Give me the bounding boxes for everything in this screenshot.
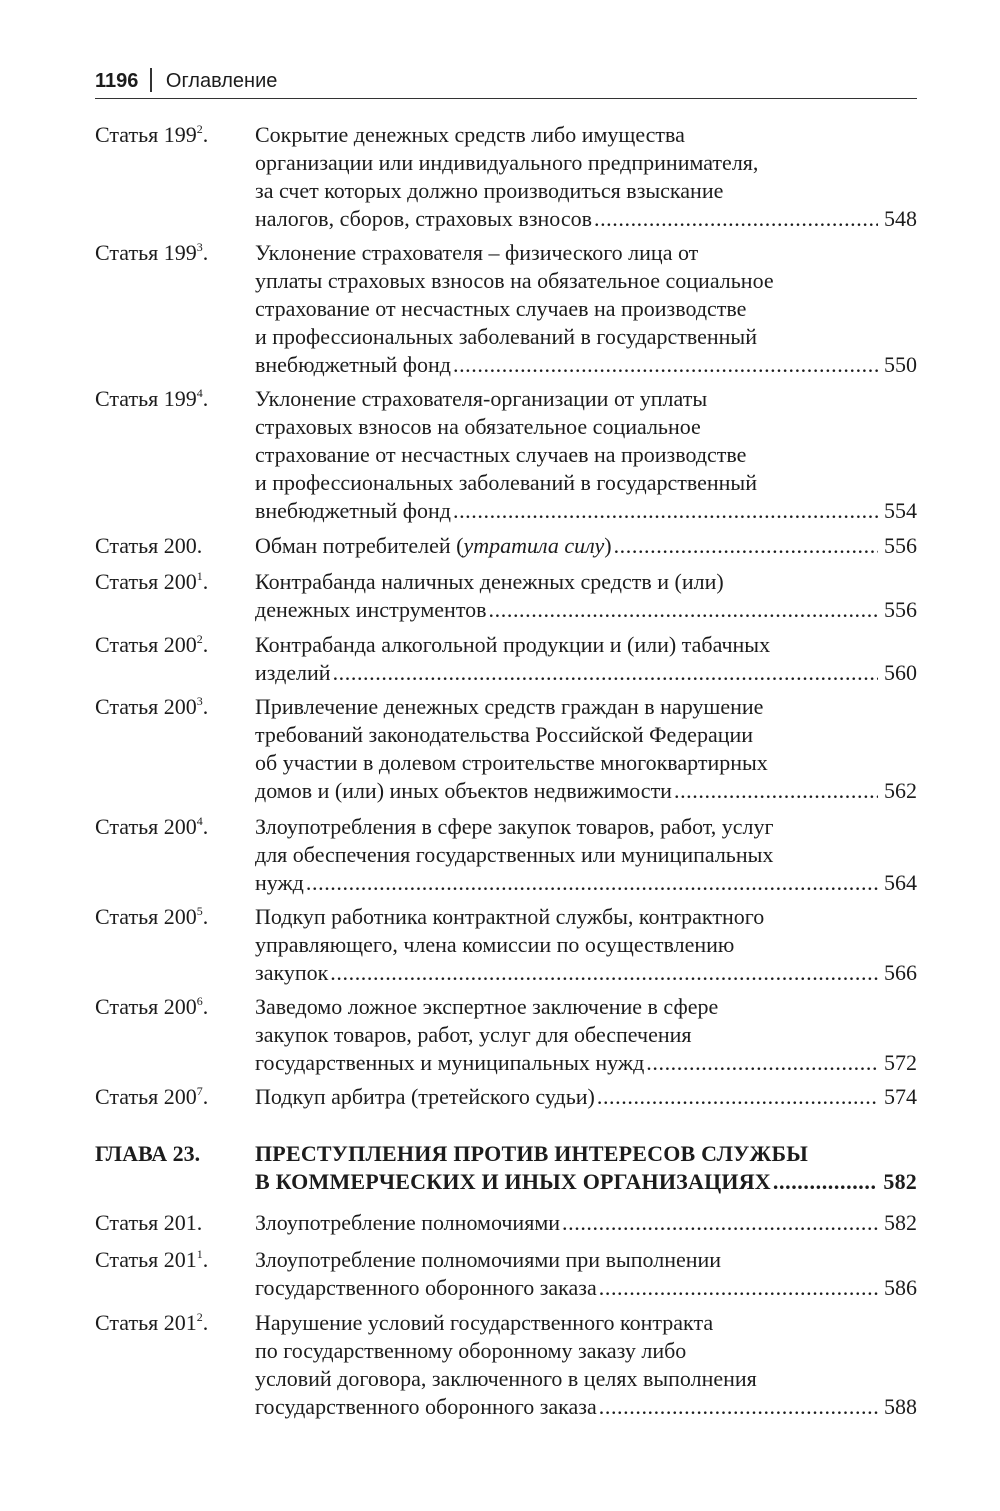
entry-label-dot: . — [202, 122, 209, 147]
entry-label-superscript: 2 — [196, 122, 203, 136]
dot-leader — [453, 497, 878, 525]
entry-label-text: Статья 200 — [95, 904, 197, 929]
entry-label — [95, 532, 202, 560]
title-last-line — [255, 1083, 917, 1111]
entry-label-superscript: 1 — [196, 1247, 203, 1261]
dot-leader — [599, 1393, 878, 1421]
title-line: об участии в долевом строительстве многоквартирных — [255, 750, 768, 775]
entry-label — [95, 1083, 208, 1111]
page-ref: 560 — [884, 660, 917, 685]
entry-title — [255, 1140, 917, 1196]
title-last-line — [255, 1049, 917, 1077]
entry-title — [255, 1309, 917, 1421]
title-last-text-main: внебюджетный фонд — [255, 498, 451, 523]
page-ref: 550 — [884, 352, 917, 377]
page-ref: 574 — [884, 1084, 917, 1109]
entry-label-dot: . — [202, 632, 209, 657]
title-last-text — [255, 497, 451, 525]
entry-title — [255, 631, 917, 687]
entry-label-text: Статья 201 — [95, 1310, 197, 1335]
entry-label-text: Статья 199 — [95, 240, 197, 265]
page-ref: 564 — [884, 870, 917, 895]
entry-label — [95, 903, 208, 931]
dot-leader — [333, 659, 878, 687]
title-last-text — [255, 596, 487, 624]
dot-leader — [489, 596, 878, 624]
entry-label-dot: . — [202, 1084, 209, 1109]
entry-title — [255, 993, 917, 1077]
entry-label-text: Статья 199 — [95, 386, 197, 411]
title-last-line — [255, 1168, 917, 1196]
entry-label-text: Статья 200 — [95, 632, 197, 657]
entry-label-superscript: 6 — [196, 994, 203, 1008]
title-line: Злоупотребление полномочиями при выполнении — [255, 1247, 722, 1272]
entry-label-text: Статья 200 — [95, 694, 197, 719]
dot-leader — [594, 205, 878, 233]
title-last-text-main: Подкуп арбитра (третейского судьи) — [255, 1084, 595, 1109]
title-line: организации или индивидуального предпринимателя, — [255, 150, 759, 175]
title-last-text-main: закупок — [255, 960, 329, 985]
title-line: Привлечение денежных средств граждан в нарушение — [255, 694, 764, 719]
entry-label-text: ГЛАВА 23. — [95, 1141, 201, 1166]
entry-title — [255, 239, 917, 379]
title-last-text — [255, 1393, 597, 1421]
title-last-line — [255, 777, 917, 805]
title-last-line — [255, 532, 917, 560]
title-last-text — [255, 1274, 597, 1302]
entry-title — [255, 385, 917, 525]
entry-label-dot: . — [202, 240, 209, 265]
entry-label — [95, 121, 208, 149]
entry-label-superscript: 7 — [196, 1084, 203, 1098]
entry-title — [255, 568, 917, 624]
dot-leader — [453, 351, 878, 379]
entry-label — [95, 1309, 208, 1337]
title-last-text — [255, 777, 672, 805]
entry-label — [95, 239, 208, 267]
running-head — [95, 64, 917, 99]
entry-label-text: Статья 199 — [95, 122, 197, 147]
title-line: требований законодательства Российской Федерации — [255, 722, 754, 747]
title-last-text — [255, 659, 331, 687]
title-line: Сокрытие денежных средств либо имущества — [255, 122, 685, 147]
entry-label-dot: . — [202, 814, 209, 839]
title-last-text — [255, 1209, 560, 1237]
title-line: для обеспечения государственных или муниципальных — [255, 842, 774, 867]
title-last-line — [255, 351, 917, 379]
page-ref: 566 — [884, 960, 917, 985]
entry-label-dot: . — [202, 994, 209, 1019]
page-ref: 556 — [884, 533, 917, 558]
title-line: и профессиональных заболеваний в государственный — [255, 324, 757, 349]
entry-label — [95, 1209, 202, 1237]
title-last-text — [255, 1049, 644, 1077]
entry-label — [95, 693, 208, 721]
entry-label-text: Статья 200 — [95, 569, 197, 594]
title-last-line — [255, 1209, 917, 1237]
entry-label-dot: . — [202, 904, 209, 929]
title-last-line — [255, 959, 917, 987]
title-line: Заведомо ложное экспертное заключение в сфере — [255, 994, 719, 1019]
title-line: Злоупотребления в сфере закупок товаров, работ, услуг — [255, 814, 774, 839]
title-line: за счет которых должно производиться взыскание — [255, 178, 724, 203]
entry-label-superscript: 3 — [196, 694, 203, 708]
title-last-text — [255, 1168, 771, 1196]
page-ref: 562 — [884, 778, 917, 803]
entry-label-text: Статья 200 — [95, 1084, 197, 1109]
title-last-line — [255, 596, 917, 624]
entry-title — [255, 1246, 917, 1302]
page-ref: 556 — [884, 597, 917, 622]
entry-label-dot: . — [202, 386, 209, 411]
page-ref: 572 — [884, 1050, 917, 1075]
entry-label-superscript: 2 — [196, 1310, 203, 1324]
entry-label-text: Статья 200 — [95, 994, 197, 1019]
title-last-text — [255, 205, 592, 233]
title-last-text-main: домов и (или) иных объектов недвижимости — [255, 778, 672, 803]
dot-leader — [562, 1209, 878, 1237]
dot-leader — [646, 1049, 878, 1077]
entry-label — [95, 568, 208, 596]
entry-label — [95, 631, 208, 659]
title-last-line — [255, 497, 917, 525]
title-last-text — [255, 351, 451, 379]
title-last-text-main: Злоупотребление полномочиями — [255, 1210, 561, 1235]
title-last-text-main: В КОММЕРЧЕСКИХ И ИНЫХ ОРГАНИЗАЦИЯХ — [255, 1169, 771, 1194]
title-line: управляющего, члена комиссии по осуществлению — [255, 932, 735, 957]
dot-leader — [306, 869, 878, 897]
title-line: Нарушение условий государственного контракта — [255, 1310, 714, 1335]
dot-leader — [614, 532, 878, 560]
title-last-text-main: государственных и муниципальных нужд — [255, 1050, 645, 1075]
entry-label — [95, 385, 208, 413]
title-last-text-main: изделий — [255, 660, 331, 685]
dot-leader — [597, 1083, 878, 1111]
title-last-line — [255, 869, 917, 897]
title-italic-note: утратила силу — [463, 533, 605, 558]
entry-label-superscript: 5 — [196, 904, 203, 918]
title-line: страхование от несчастных случаев на производстве — [255, 296, 747, 321]
dot-leader — [330, 959, 878, 987]
entry-label — [95, 813, 208, 841]
title-last-text — [255, 959, 328, 987]
title-last-text-main: внебюджетный фонд — [255, 352, 451, 377]
entry-title — [255, 1209, 917, 1237]
title-line: Контрабанда наличных денежных средств и (или) — [255, 569, 724, 594]
entry-title — [255, 532, 917, 560]
title-line: условий договора, заключенного в целях выполнения — [255, 1366, 757, 1391]
entry-label-text: Статья 201 — [95, 1247, 197, 1272]
page-number: 1196 — [95, 70, 139, 92]
entry-label-dot: . — [202, 1247, 209, 1272]
page-ref: 582 — [883, 1169, 917, 1194]
entry-title — [255, 693, 917, 805]
title-line: Подкуп работника контрактной службы, контрактного — [255, 904, 765, 929]
title-last-text-main: нужд — [255, 870, 304, 895]
title-last-line — [255, 1393, 917, 1421]
title-line: по государственному оборонному заказу либо — [255, 1338, 687, 1363]
title-last-line — [255, 659, 917, 687]
title-last-line — [255, 1274, 917, 1302]
title-line: страхование от несчастных случаев на производстве — [255, 442, 747, 467]
page-ref: 588 — [884, 1394, 917, 1419]
title-line: Уклонение страхователя-организации от уплаты — [255, 386, 708, 411]
entry-label — [95, 993, 208, 1021]
title-last-text-main: государственного оборонного заказа — [255, 1275, 597, 1300]
entry-label-superscript: 1 — [196, 569, 203, 583]
entry-title — [255, 813, 917, 897]
entry-title — [255, 1083, 917, 1111]
page-ref: 554 — [884, 498, 917, 523]
title-last-text-main: Обман потребителей ( — [255, 533, 464, 558]
page-ref: 548 — [884, 206, 917, 231]
title-line: Уклонение страхователя – физического лица от — [255, 240, 699, 265]
dot-leader — [599, 1274, 878, 1302]
entry-label-superscript: 2 — [196, 632, 203, 646]
entry-label — [95, 1246, 208, 1274]
entry-label-dot: . — [202, 694, 209, 719]
entry-label-dot: . — [202, 569, 209, 594]
header-separator — [150, 68, 152, 92]
title-last-text-main: денежных инструментов — [255, 597, 487, 622]
entry-label-superscript: 4 — [196, 386, 203, 400]
entry-title — [255, 121, 917, 233]
title-line: закупок товаров, работ, услуг для обеспечения — [255, 1022, 692, 1047]
dot-leader — [773, 1168, 878, 1196]
title-line: страховых взносов на обязательное социальное — [255, 414, 701, 439]
entry-label — [95, 1140, 200, 1168]
title-last-text — [255, 532, 612, 560]
title-last-text-main: налогов, сборов, страховых взносов — [255, 206, 592, 231]
title-line: и профессиональных заболеваний в государственный — [255, 470, 757, 495]
entry-label-dot: . — [202, 1310, 209, 1335]
title-last-text-main: государственного оборонного заказа — [255, 1394, 597, 1419]
entry-label-superscript: 4 — [196, 814, 203, 828]
dot-leader — [674, 777, 878, 805]
title-line: ПРЕСТУПЛЕНИЯ ПРОТИВ ИНТЕРЕСОВ СЛУЖБЫ — [255, 1141, 809, 1166]
entry-label-superscript: 3 — [196, 240, 203, 254]
page-ref: 582 — [884, 1210, 917, 1235]
entry-label-text: Статья 200. — [95, 533, 203, 558]
title-last-text-close: ) — [604, 533, 612, 558]
title-last-text — [255, 869, 304, 897]
title-last-text — [255, 1083, 595, 1111]
entry-title — [255, 903, 917, 987]
title-last-line — [255, 205, 917, 233]
entry-label-text: Статья 201. — [95, 1210, 203, 1235]
entry-label-text: Статья 200 — [95, 814, 197, 839]
title-line: Контрабанда алкогольной продукции и (или) табачных — [255, 632, 771, 657]
page-ref: 586 — [884, 1275, 917, 1300]
title-line: уплаты страховых взносов на обязательное социальное — [255, 268, 774, 293]
section-title: Оглавление — [165, 70, 278, 92]
